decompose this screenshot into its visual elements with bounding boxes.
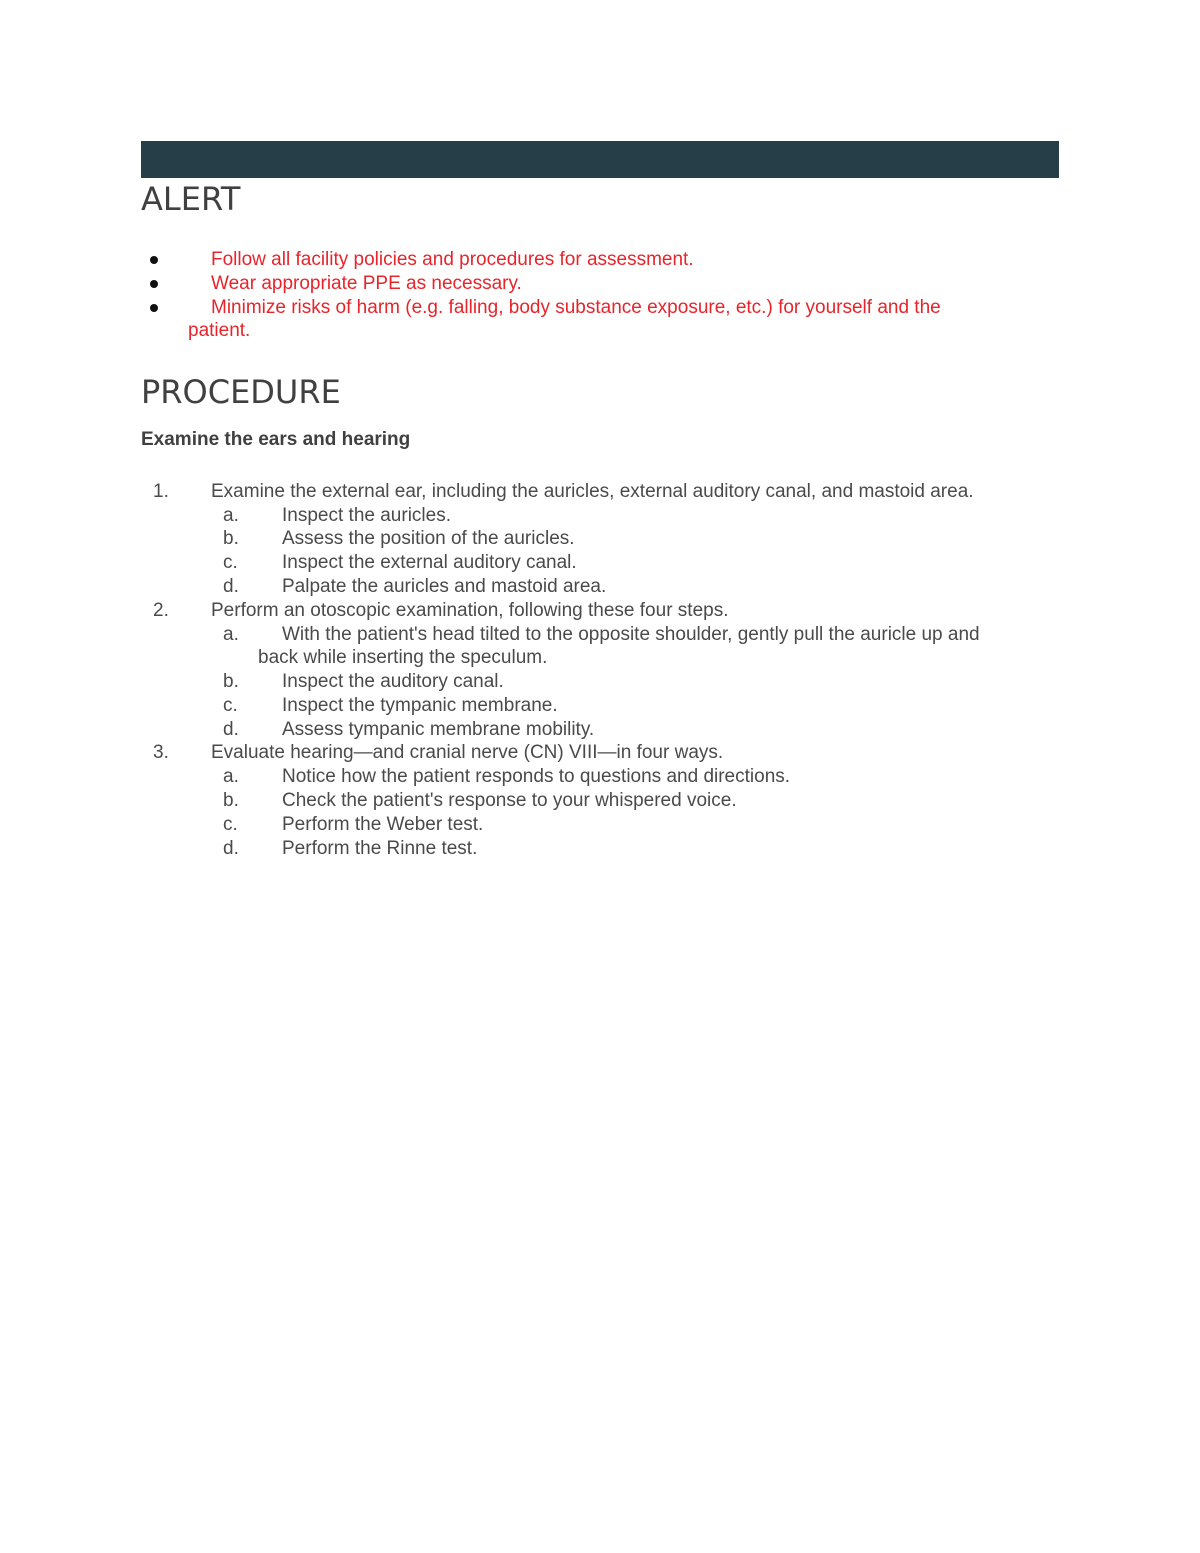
step-number: 3.	[153, 742, 169, 763]
substep-letter: a.	[223, 624, 239, 645]
step-number: 2.	[153, 600, 169, 621]
substep-letter: c.	[223, 695, 238, 716]
step-text: Examine the external ear, including the auricles, external auditory canal, and mastoid area.	[211, 481, 974, 502]
substep-letter: b.	[223, 528, 239, 549]
substep-text: Perform the Rinne test.	[282, 838, 478, 859]
substep-text: Check the patient's response to your whispered voice.	[282, 790, 737, 811]
substep-letter: c.	[223, 814, 238, 835]
alert-heading: ALERT	[141, 180, 241, 218]
substep-letter: d.	[223, 719, 239, 740]
procedure-heading: PROCEDURE	[141, 373, 341, 411]
alert-item-2: Wear appropriate PPE as necessary.	[211, 273, 522, 294]
substep-text: Inspect the external auditory canal.	[282, 552, 577, 573]
substep-letter: b.	[223, 671, 239, 692]
substep-text: Inspect the auditory canal.	[282, 671, 504, 692]
alert-item-1: Follow all facility policies and procedures for assessment.	[211, 249, 694, 270]
substep-text: Inspect the auricles.	[282, 505, 451, 526]
alert-item-3-continuation: patient.	[188, 320, 251, 341]
substep-text: Perform the Weber test.	[282, 814, 484, 835]
bullet-icon	[150, 280, 158, 288]
substep-letter: a.	[223, 766, 239, 787]
step-text: Perform an otoscopic examination, following these four steps.	[211, 600, 729, 621]
substep-letter: a.	[223, 505, 239, 526]
bullet-icon	[150, 256, 158, 264]
step-number: 1.	[153, 481, 169, 502]
substep-text: Notice how the patient responds to questions and directions.	[282, 766, 791, 787]
substep-letter: c.	[223, 552, 238, 573]
substep-text: Assess tympanic membrane mobility.	[282, 719, 595, 740]
substep-letter: b.	[223, 790, 239, 811]
substep-letter: d.	[223, 576, 239, 597]
substep-text-continuation: back while inserting the speculum.	[258, 647, 548, 668]
document-title: Assessing the Ears	[141, 141, 432, 177]
procedure-subheading: Examine the ears and hearing	[141, 429, 411, 450]
substep-letter: d.	[223, 838, 239, 859]
substep-text: With the patient's head tilted to the opposite shoulder, gently pull the auricle up and	[282, 624, 980, 645]
step-text: Evaluate hearing—and cranial nerve (CN) VIII—in four ways.	[211, 742, 724, 763]
alert-item-3: Minimize risks of harm (e.g. falling, body substance exposure, etc.) for yourself and the	[211, 297, 941, 318]
bullet-icon	[150, 304, 158, 312]
substep-text: Inspect the tympanic membrane.	[282, 695, 558, 716]
substep-text: Assess the position of the auricles.	[282, 528, 575, 549]
substep-text: Palpate the auricles and mastoid area.	[282, 576, 607, 597]
